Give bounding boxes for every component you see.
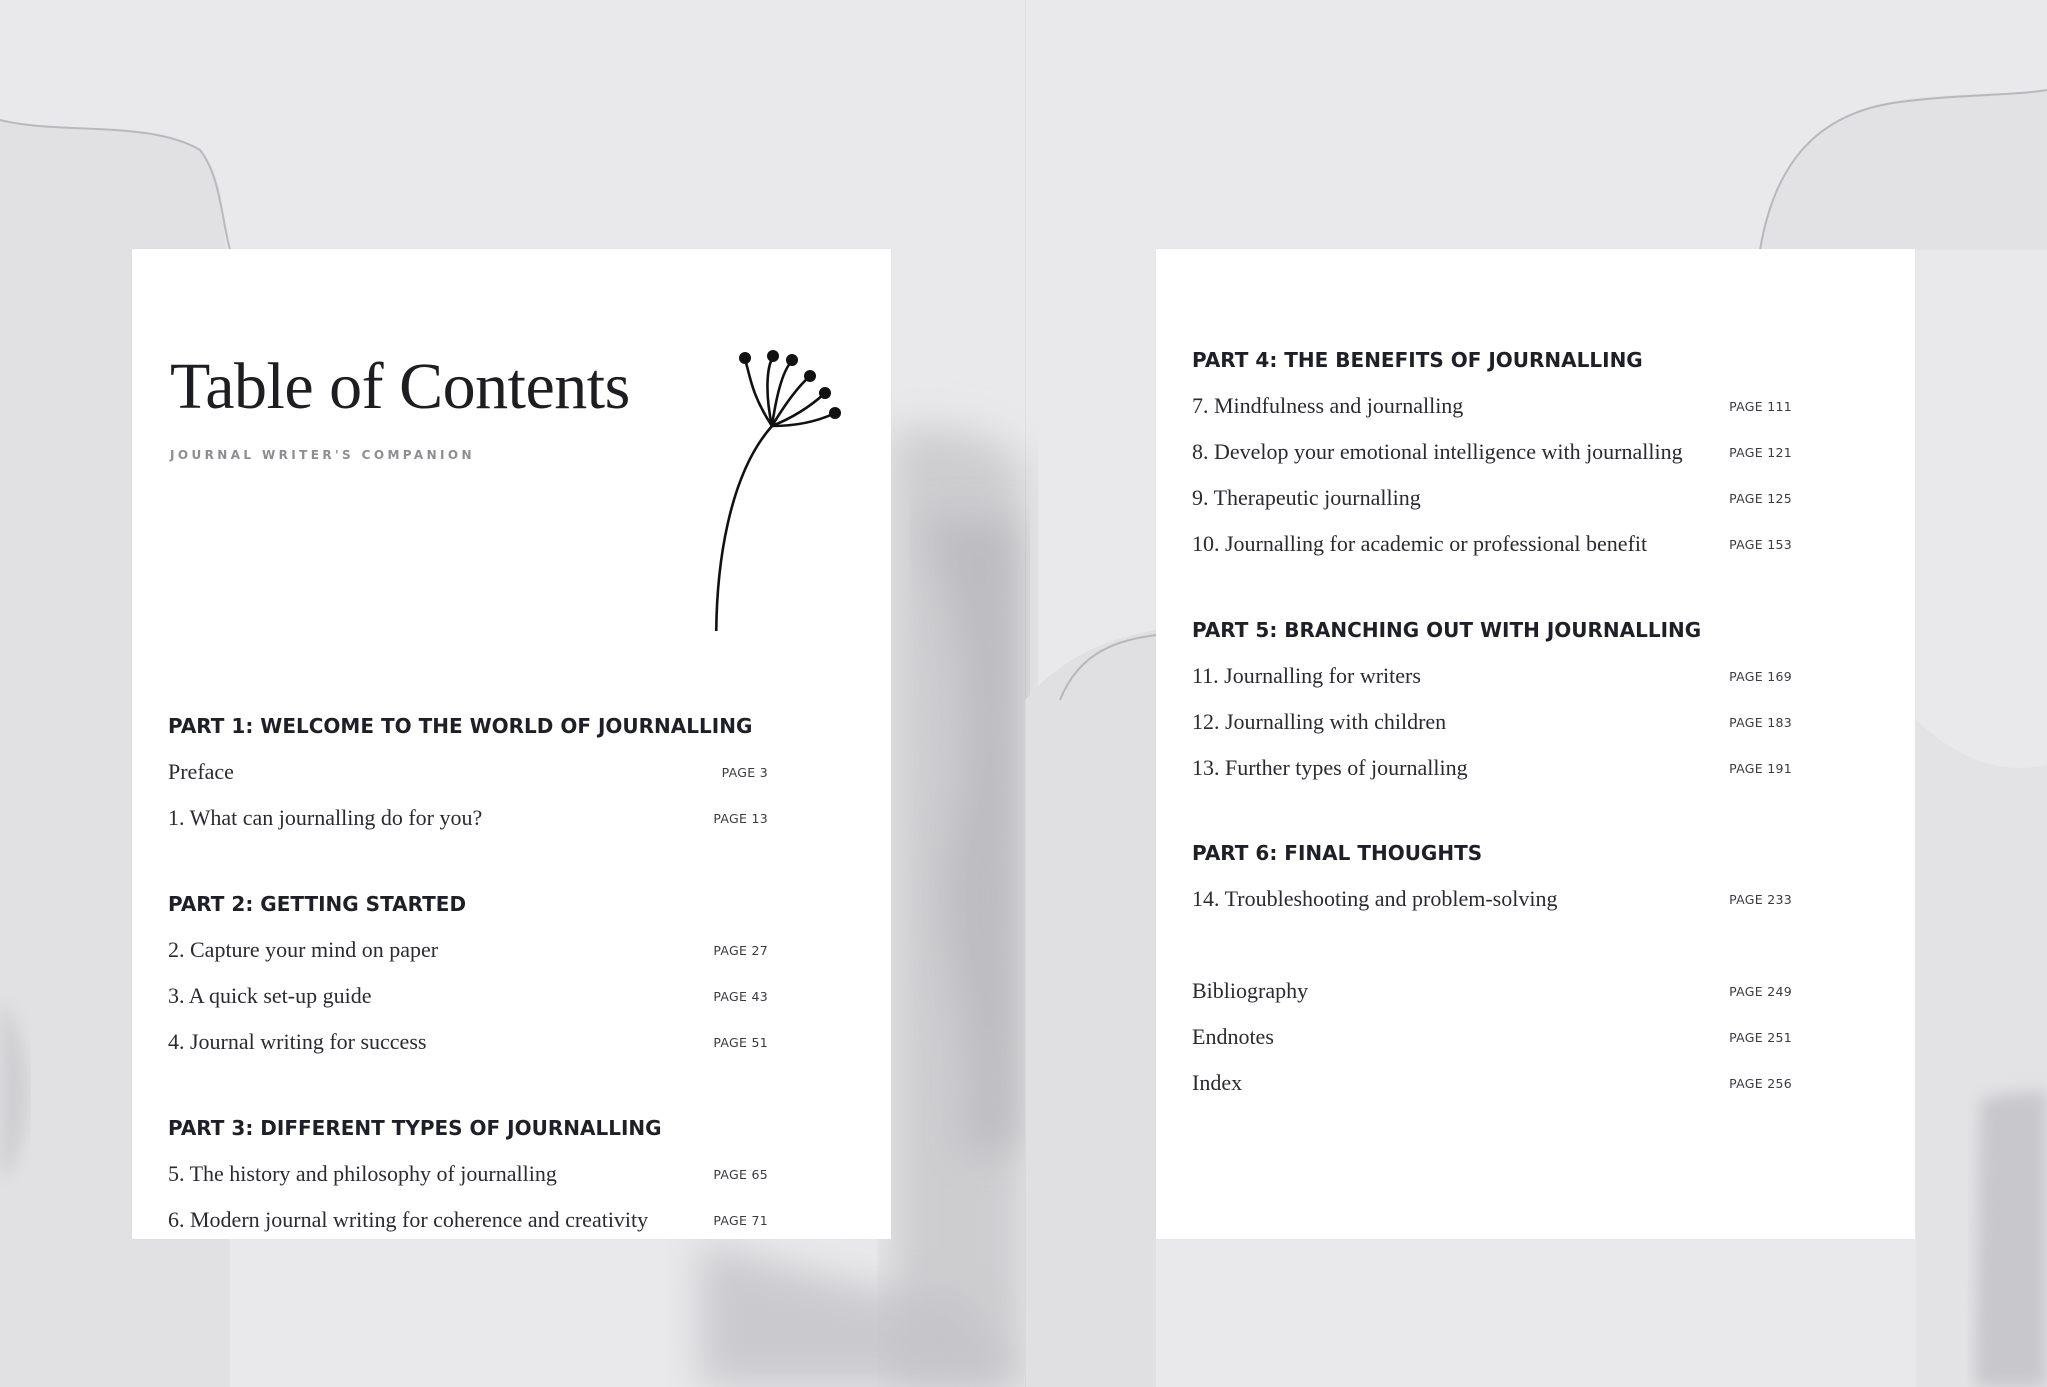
toc-entry[interactable] [1192,521,1792,567]
toc-section-part-1 [168,703,768,841]
toc-entry-title: 1. What can journalling do for you? [168,805,483,830]
right-page [1156,249,1915,1239]
toc-entry-title: Index [1192,1070,1243,1095]
toc-entry-page: PAGE 169 [1729,669,1792,684]
dandelion-stem-icon [672,301,872,631]
toc-entry-title: 5. The history and philosophy of journalling [168,1161,557,1186]
toc-entry-page: PAGE 27 [713,943,768,958]
toc-entry-page: PAGE 121 [1729,445,1792,460]
toc-entry-title: Preface [168,759,234,784]
toc-entry-title: 6. Modern journal writing for coherence and creativity [168,1207,649,1232]
toc-entry-title: 4. Journal writing for success [168,1029,427,1054]
toc-entry-page: PAGE 125 [1729,491,1792,506]
toc-entry-title: 10. Journalling for academic or professional benefit [1192,531,1648,556]
toc-entry[interactable] [1192,968,1792,1014]
toc-entry-title: 13. Further types of journalling [1192,755,1468,780]
toc-entry-title: Endnotes [1192,1024,1274,1049]
toc-entry[interactable] [168,1019,768,1065]
toc-entry[interactable] [168,749,768,795]
toc-entry-title: 2. Capture your mind on paper [168,937,439,962]
toc-entry-title: 14. Troubleshooting and problem-solving [1192,886,1558,911]
toc-entry-title: 8. Develop your emotional intelligence with journalling [1192,439,1683,464]
toc-entry[interactable] [168,927,768,973]
toc-entry-page: PAGE 249 [1729,984,1792,999]
toc-entry[interactable] [1192,699,1792,745]
book-subtitle: JOURNAL WRITER'S COMPANION [170,448,475,462]
toc-entry[interactable] [1192,1014,1792,1060]
toc-entry[interactable] [168,973,768,1019]
toc-entry[interactable] [1192,653,1792,699]
part-heading: PART 4: THE BENEFITS OF JOURNALLING [1192,348,1643,372]
toc-entry-title: 11. Journalling for writers [1192,663,1421,688]
toc-section-part-4 [1192,337,1792,567]
part-heading: PART 6: FINAL THOUGHTS [1192,841,1483,865]
toc-entry[interactable] [1192,429,1792,475]
toc-entry-title: 12. Journalling with children [1192,709,1447,734]
toc-entry-page: PAGE 191 [1729,761,1792,776]
toc-back-matter [1192,968,1792,1106]
page-title: Table of Contents [170,350,630,423]
toc-entry[interactable] [1192,383,1792,429]
toc-entry-title: 7. Mindfulness and journalling [1192,393,1464,418]
toc-entry-page: PAGE 3 [721,765,768,780]
toc-entry-page: PAGE 233 [1729,892,1792,907]
toc-entry[interactable] [168,1197,768,1243]
toc-entry-page: PAGE 13 [713,811,768,826]
toc-entry-title: Bibliography [1192,978,1309,1003]
toc-entry-page: PAGE 65 [713,1167,768,1182]
toc-entry-page: PAGE 43 [713,989,768,1004]
toc-section-part-6 [1192,830,1792,922]
toc-entry[interactable] [1192,1060,1792,1106]
left-page [132,249,891,1239]
part-heading: PART 5: BRANCHING OUT WITH JOURNALLING [1192,618,1702,642]
toc-entry-title: 3. A quick set-up guide [168,983,372,1008]
part-heading: PART 2: GETTING STARTED [168,892,467,916]
toc-entry-page: PAGE 111 [1729,399,1792,414]
toc-entry-title: 9. Therapeutic journalling [1192,485,1421,510]
toc-entry[interactable] [168,795,768,841]
toc-section-part-2 [168,881,768,1065]
toc-entry-page: PAGE 153 [1729,537,1792,552]
toc-section-part-5 [1192,607,1792,791]
toc-entry-page: PAGE 51 [713,1035,768,1050]
toc-entry-page: PAGE 256 [1729,1076,1792,1091]
toc-entry[interactable] [1192,475,1792,521]
part-heading: PART 3: DIFFERENT TYPES OF JOURNALLING [168,1116,662,1140]
part-heading: PART 1: WELCOME TO THE WORLD OF JOURNALLING [168,714,753,738]
toc-entry[interactable] [1192,876,1792,922]
toc-entry[interactable] [168,1151,768,1197]
toc-entry-page: PAGE 71 [713,1213,768,1228]
toc-entry-page: PAGE 251 [1729,1030,1792,1045]
toc-section-part-3 [168,1105,768,1243]
book-spine [1025,0,1026,1387]
toc-entry-page: PAGE 183 [1729,715,1792,730]
toc-entry[interactable] [1192,745,1792,791]
